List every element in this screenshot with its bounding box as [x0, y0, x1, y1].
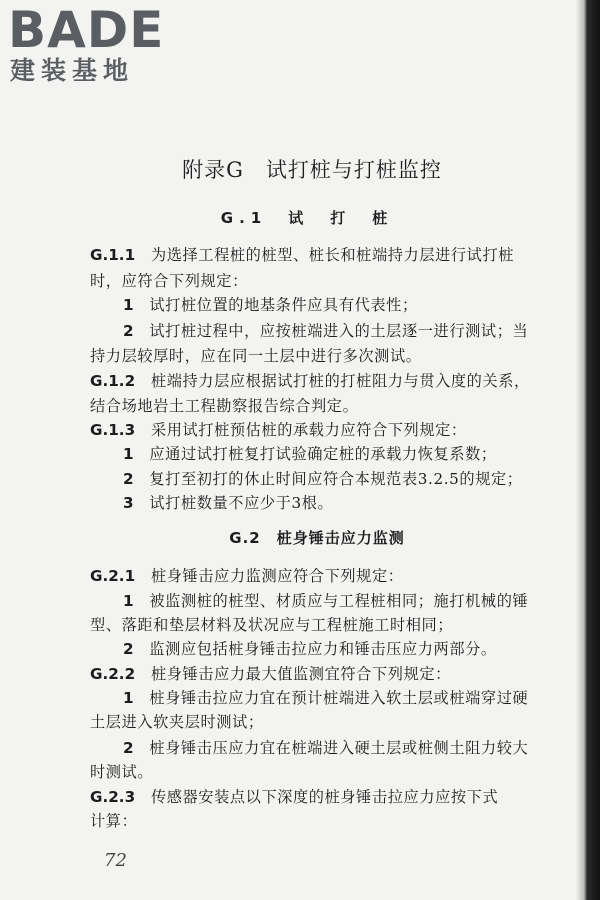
- section-heading-g2: G.2 桩身锤击应力监测: [229, 529, 405, 547]
- clause-line: 1 桩身锤击拉应力宜在预计桩端进入软土层或桩端穿过硬: [123, 689, 529, 707]
- clause-line: 1 应通过试打桩复打试验确定桩的承载力恢复系数；: [123, 445, 497, 463]
- clause-line: 2 复打至初打的休止时间应符合本规范表3.2.5的规定；: [123, 470, 523, 488]
- page-number: 72: [104, 850, 127, 871]
- clause-line: 土层进入软夹层时测试；: [90, 713, 264, 731]
- logo-subtitle: 建装基地: [10, 56, 135, 85]
- clause-line: 结合场地岩土工程勘察报告综合判定。: [90, 397, 359, 415]
- clause-line: 2 试打桩过程中，应按桩端进入的土层逐一进行测试；当: [123, 322, 529, 340]
- clause-line: G.1.1 为选择工程桩的桩型、桩长和桩端持力层进行试打桩: [90, 246, 515, 264]
- clause-line: 2 监测应包括桩身锤击拉应力和锤击压应力两部分。: [123, 640, 497, 658]
- clause-line: 时测试。: [90, 763, 154, 781]
- appendix-title: 附录G 试打桩与打桩监控: [182, 158, 442, 182]
- clause-line: 持力层较厚时，应在同一土层中进行多次测试。: [90, 347, 422, 365]
- clause-line: 型、落距和垫层材料及状况应与工程桩施工时相同；: [90, 616, 454, 634]
- clause-line: 3 试打桩数量不应少于3根。: [123, 494, 334, 512]
- page-edge-shadow: [576, 0, 600, 900]
- clause-line: G.2.1 桩身锤击应力监测应符合下列规定：: [90, 567, 404, 585]
- clause-line: 1 被监测桩的桩型、材质应与工程桩相同；施打机械的锤: [123, 592, 529, 610]
- section-heading-g1: G.1 试 打 桩: [220, 209, 394, 227]
- bade-logo: [8, 1, 165, 86]
- clause-line: G.1.2 桩端持力层应根据试打桩的打桩阻力与贯入度的关系，: [90, 372, 530, 390]
- clause-line: G.1.3 采用试打桩预估桩的承载力应符合下列规定：: [90, 421, 467, 439]
- clause-line: 计算：: [90, 812, 138, 830]
- clause-line: G.2.2 桩身锤击应力最大值监测宜符合下列规定：: [90, 665, 451, 683]
- clause-line: 1 试打桩位置的地基条件应具有代表性；: [123, 296, 418, 314]
- clause-line: 2 桩身锤击压应力宜在桩端进入硬土层或桩侧土阻力较大: [123, 739, 529, 757]
- clause-line: 时，应符合下列规定：: [90, 272, 248, 290]
- logo-wordmark: BADE: [8, 1, 165, 59]
- clause-line: G.2.3 传感器安装点以下深度的桩身锤击拉应力应按下式: [90, 788, 499, 806]
